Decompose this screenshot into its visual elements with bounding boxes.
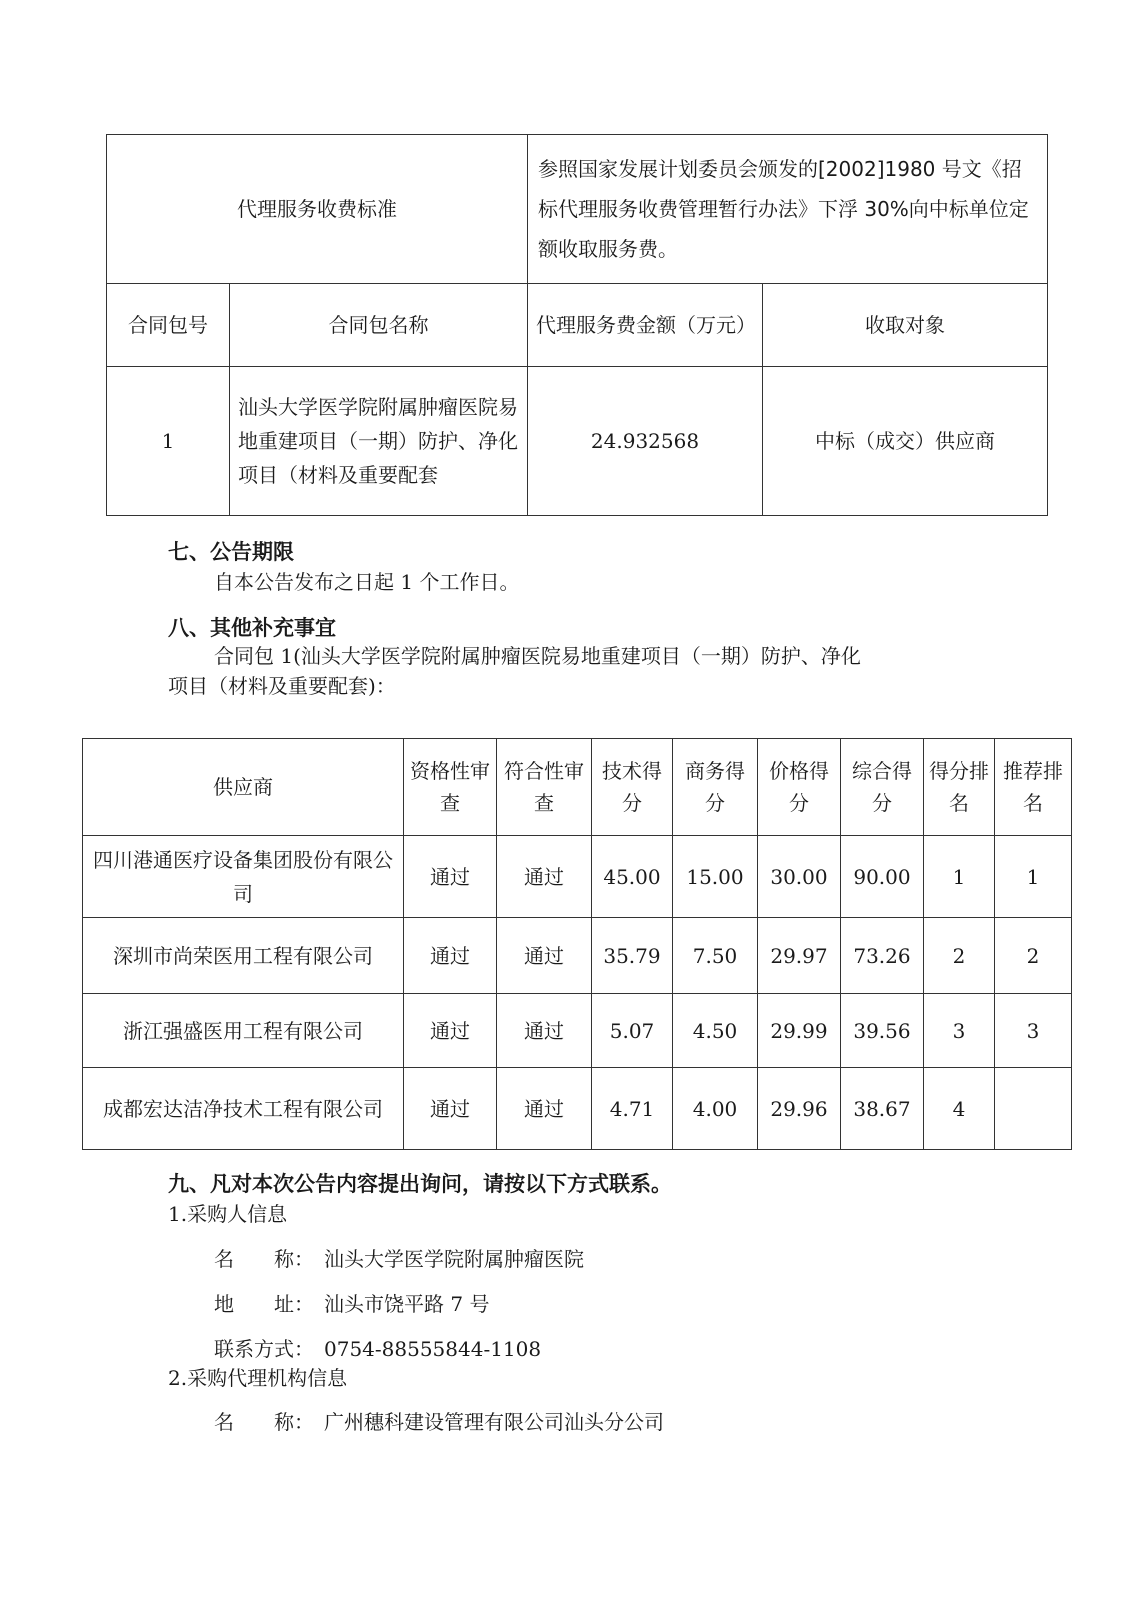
biz-score: 15.00 bbox=[673, 836, 758, 918]
qualification: 通过 bbox=[404, 836, 497, 918]
purchaser-name-row bbox=[214, 1243, 584, 1272]
table-row bbox=[83, 1068, 1072, 1150]
tech-score: 4.71 bbox=[592, 1068, 673, 1150]
supplier: 深圳市尚荣医用工程有限公司 bbox=[83, 918, 404, 994]
header-biz-score: 商务得分 bbox=[673, 739, 758, 836]
score-rank: 1 bbox=[924, 836, 995, 918]
recommend-rank: 3 bbox=[995, 994, 1072, 1068]
section8-line1: 合同包 1(汕头大学医学院附属肿瘤医院易地重建项目（一期）防护、净化 bbox=[214, 644, 861, 668]
header-payer: 收取对象 bbox=[763, 284, 1048, 367]
section8-title: 八、其他补充事宜 bbox=[168, 616, 336, 640]
agency-heading: 2.采购代理机构信息 bbox=[168, 1366, 348, 1390]
header-supplier: 供应商 bbox=[83, 739, 404, 836]
header-conformity: 符合性审查 bbox=[497, 739, 592, 836]
tech-score: 5.07 bbox=[592, 994, 673, 1068]
tech-score: 35.79 bbox=[592, 918, 673, 994]
header-fee-amount: 代理服务费金额（万元） bbox=[528, 284, 763, 367]
header-package-no: 合同包号 bbox=[107, 284, 230, 367]
price-score: 29.99 bbox=[758, 994, 841, 1068]
total-score: 39.56 bbox=[841, 994, 924, 1068]
purchaser-contact-row bbox=[214, 1333, 541, 1362]
fee-standard-label: 代理服务收费标准 bbox=[107, 135, 528, 284]
total-score: 38.67 bbox=[841, 1068, 924, 1150]
header-qualification: 资格性审查 bbox=[404, 739, 497, 836]
price-score: 30.00 bbox=[758, 836, 841, 918]
purchaser-heading: 1.采购人信息 bbox=[168, 1202, 288, 1226]
purchaser-name: 汕头大学医学院附属肿瘤医院 bbox=[324, 1247, 584, 1271]
table-row bbox=[83, 836, 1072, 918]
supplier: 成都宏达洁净技术工程有限公司 bbox=[83, 1068, 404, 1150]
tech-score: 45.00 bbox=[592, 836, 673, 918]
purchaser-name-label: 名 称： bbox=[214, 1247, 314, 1271]
purchaser-address: 汕头市饶平路 7 号 bbox=[324, 1292, 490, 1316]
biz-score: 7.50 bbox=[673, 918, 758, 994]
header-total-score: 综合得分 bbox=[841, 739, 924, 836]
purchaser-contact-label: 联系方式： bbox=[214, 1337, 314, 1361]
qualification: 通过 bbox=[404, 994, 497, 1068]
biz-score: 4.00 bbox=[673, 1068, 758, 1150]
purchaser-address-label: 地 址： bbox=[214, 1292, 314, 1316]
agency-name-row bbox=[214, 1406, 664, 1435]
table-row bbox=[83, 994, 1072, 1068]
table-row bbox=[107, 367, 1048, 516]
qualification: 通过 bbox=[404, 918, 497, 994]
header-tech-score: 技术得分 bbox=[592, 739, 673, 836]
conformity: 通过 bbox=[497, 994, 592, 1068]
purchaser-address-row bbox=[214, 1288, 489, 1317]
table-row bbox=[83, 918, 1072, 994]
payer: 中标（成交）供应商 bbox=[763, 367, 1048, 516]
supplier: 四川港通医疗设备集团股份有限公司 bbox=[83, 836, 404, 918]
purchaser-contact: 0754-88555844-1108 bbox=[324, 1337, 542, 1361]
conformity: 通过 bbox=[497, 1068, 592, 1150]
score-rank: 4 bbox=[924, 1068, 995, 1150]
biz-score: 4.50 bbox=[673, 994, 758, 1068]
score-table bbox=[82, 738, 1072, 1150]
score-rank: 3 bbox=[924, 994, 995, 1068]
price-score: 29.97 bbox=[758, 918, 841, 994]
conformity: 通过 bbox=[497, 836, 592, 918]
agency-name: 广州穗科建设管理有限公司汕头分公司 bbox=[324, 1410, 664, 1434]
fee-amount: 24.932568 bbox=[528, 367, 763, 516]
qualification: 通过 bbox=[404, 1068, 497, 1150]
total-score: 90.00 bbox=[841, 836, 924, 918]
score-rank: 2 bbox=[924, 918, 995, 994]
score-table-header bbox=[83, 739, 1072, 836]
section9-title: 九、凡对本次公告内容提出询问，请按以下方式联系。 bbox=[168, 1172, 672, 1196]
package-no: 1 bbox=[107, 367, 230, 516]
header-recommend-rank: 推荐排名 bbox=[995, 739, 1072, 836]
recommend-rank: 1 bbox=[995, 836, 1072, 918]
header-package-name: 合同包名称 bbox=[230, 284, 528, 367]
section7-title: 七、公告期限 bbox=[168, 540, 294, 564]
recommend-rank bbox=[995, 1068, 1072, 1150]
conformity: 通过 bbox=[497, 918, 592, 994]
section7-text: 自本公告发布之日起 1 个工作日。 bbox=[214, 570, 520, 594]
package-name: 汕头大学医学院附属肿瘤医院易地重建项目（一期）防护、净化项目（材料及重要配套 bbox=[230, 367, 528, 516]
agency-name-label: 名 称： bbox=[214, 1410, 314, 1434]
recommend-rank: 2 bbox=[995, 918, 1072, 994]
price-score: 29.96 bbox=[758, 1068, 841, 1150]
fee-standard-text: 参照国家发展计划委员会颁发的[2002]1980 号文《招标代理服务收费管理暂行办法》下浮 30%向中标单位定额收取服务费。 bbox=[528, 135, 1048, 284]
section8-line2: 项目（材料及重要配套)： bbox=[168, 674, 396, 698]
fee-table-header bbox=[107, 284, 1048, 367]
supplier: 浙江强盛医用工程有限公司 bbox=[83, 994, 404, 1068]
header-score-rank: 得分排名 bbox=[924, 739, 995, 836]
header-price-score: 价格得分 bbox=[758, 739, 841, 836]
total-score: 73.26 bbox=[841, 918, 924, 994]
fee-table bbox=[106, 134, 1048, 516]
